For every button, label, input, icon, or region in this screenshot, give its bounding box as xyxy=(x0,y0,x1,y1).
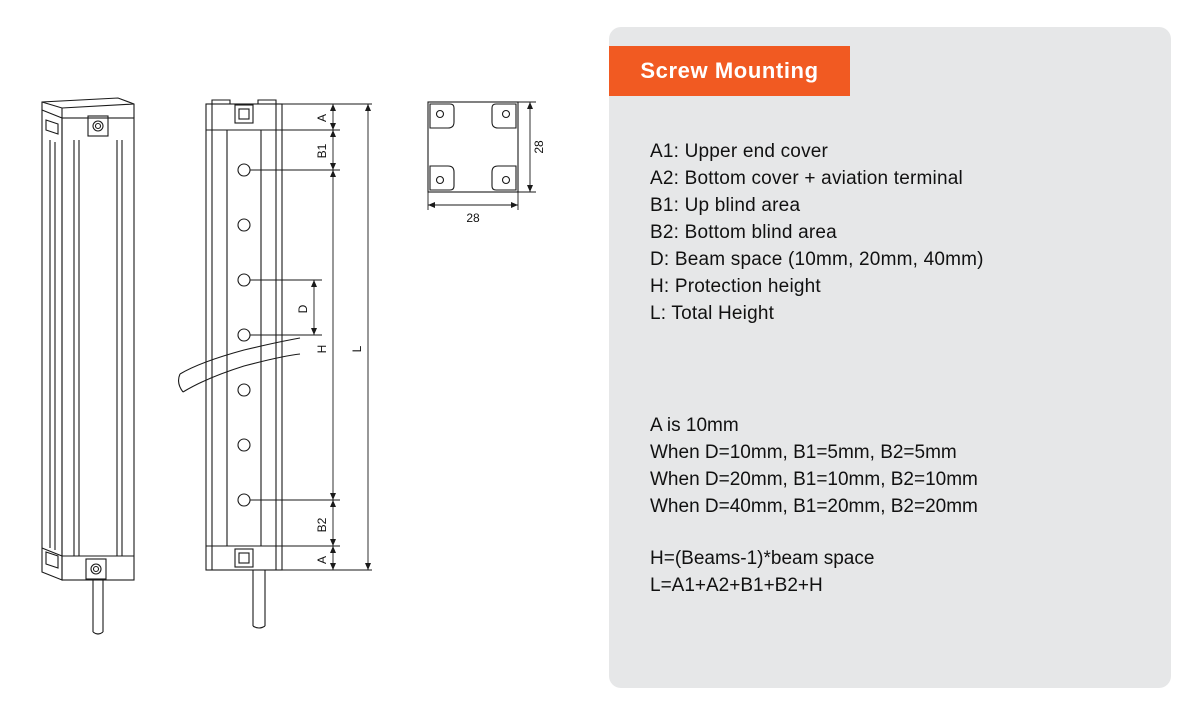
dim-label-a-top: A xyxy=(315,113,329,123)
dim-label-a-bottom: A xyxy=(315,555,329,565)
end-view xyxy=(428,102,536,210)
dim-label-b1: B1 xyxy=(315,143,329,159)
front-view xyxy=(179,100,300,628)
blind-area-rules xyxy=(650,412,978,520)
formulas xyxy=(650,545,874,599)
legend-item: B2: Bottom blind area xyxy=(650,222,837,243)
dim-label-h: H xyxy=(315,344,329,354)
formula-item: L=A1+A2+B1+B2+H xyxy=(650,575,823,596)
perspective-view xyxy=(42,98,134,634)
rule-item: When D=20mm, B1=10mm, B2=10mm xyxy=(650,469,978,490)
formula-item: H=(Beams-1)*beam space xyxy=(650,548,875,569)
rule-item: A is 10mm xyxy=(650,415,739,436)
section-title: Screw Mounting xyxy=(609,46,850,96)
dimension-legend xyxy=(650,138,984,327)
dim-label-width: 28 xyxy=(466,211,480,225)
rule-item: When D=40mm, B1=20mm, B2=20mm xyxy=(650,496,978,517)
dim-label-l: L xyxy=(350,345,364,353)
dim-label-depth: 28 xyxy=(532,140,546,154)
rule-item: When D=10mm, B1=5mm, B2=5mm xyxy=(650,442,957,463)
legend-item: D: Beam space (10mm, 20mm, 40mm) xyxy=(650,249,984,270)
legend-item: B1: Up blind area xyxy=(650,195,801,216)
dimension-lines xyxy=(250,104,372,570)
legend-item: H: Protection height xyxy=(650,276,821,297)
legend-item: L: Total Height xyxy=(650,303,775,324)
dim-label-b2: B2 xyxy=(315,517,329,533)
legend-item: A1: Upper end cover xyxy=(650,141,829,162)
dim-label-d: D xyxy=(296,304,310,314)
legend-item: A2: Bottom cover + aviation terminal xyxy=(650,168,963,189)
